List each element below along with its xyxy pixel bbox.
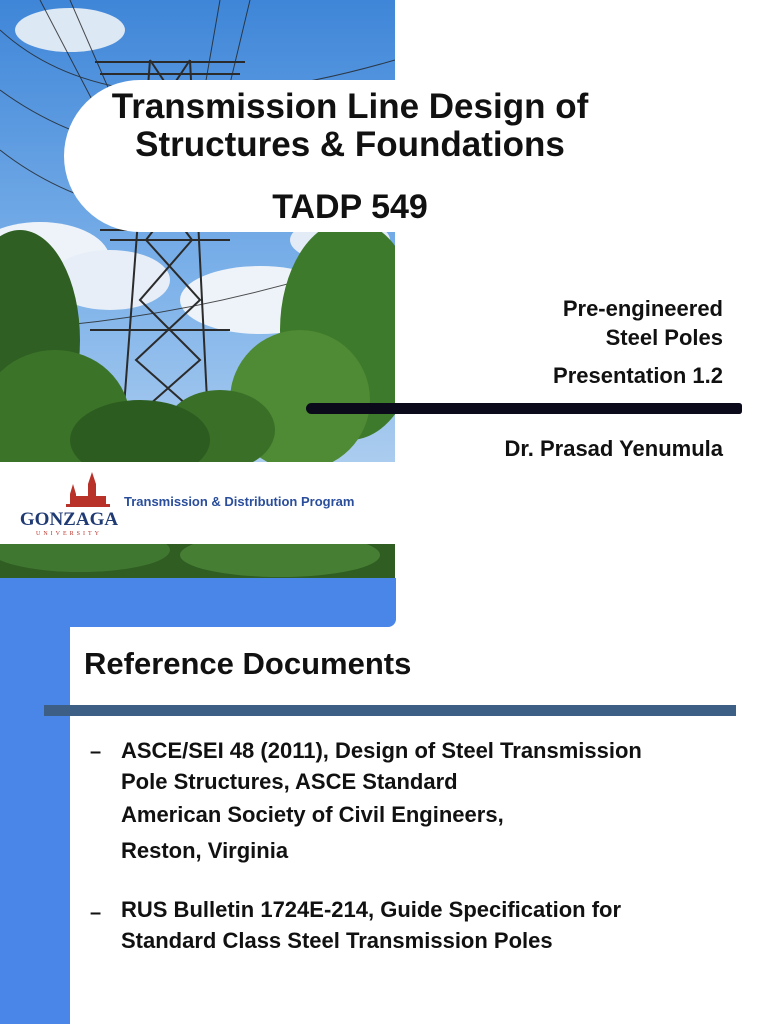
author-name: Dr. Prasad Yenumula [504,436,723,461]
bullet-sub-line: American Society of Civil Engineers, [121,802,504,827]
bullet-sub-lines [121,797,741,869]
program-name: Transmission & Distribution Program [124,494,355,509]
presentation-number: Presentation 1.2 [553,363,723,388]
subtitle-line: Steel Poles [605,325,723,350]
heading-rule [44,705,736,716]
bullet-marker: – [90,902,102,924]
accent-bar-left [0,578,70,1024]
bullet-sub-line: Reston, Virginia [121,838,289,863]
bullet-marker: – [90,741,102,763]
subtitle-line: Pre-engineered [562,296,723,321]
bullet-line: Pole Structures, ASCE Standard [121,769,458,794]
slide-heading: Reference Documents [84,646,412,681]
bullet-item [121,894,741,956]
title-line: Transmission Line Design of [111,87,589,126]
logo-wordmark: GONZAGA [19,509,119,530]
bullet-line: ASCE/SEI 48 (2011), Design of Steel Transmission [121,738,642,763]
title-line: Structures & Foundations [135,125,565,164]
bullet-item [121,735,741,869]
gonzaga-logo [18,470,120,538]
divider-bar [306,403,742,414]
bullet-line: RUS Bulletin 1724E-214, Guide Specification for [121,897,622,922]
logo-tagline: UNIVERSITY [36,531,102,537]
subtitle [563,294,723,352]
course-code: TADP 549 [272,188,428,226]
slide-title [70,88,630,164]
bullet-line: Standard Class Steel Transmission Poles [121,928,553,953]
accent-bar-top [0,578,396,627]
